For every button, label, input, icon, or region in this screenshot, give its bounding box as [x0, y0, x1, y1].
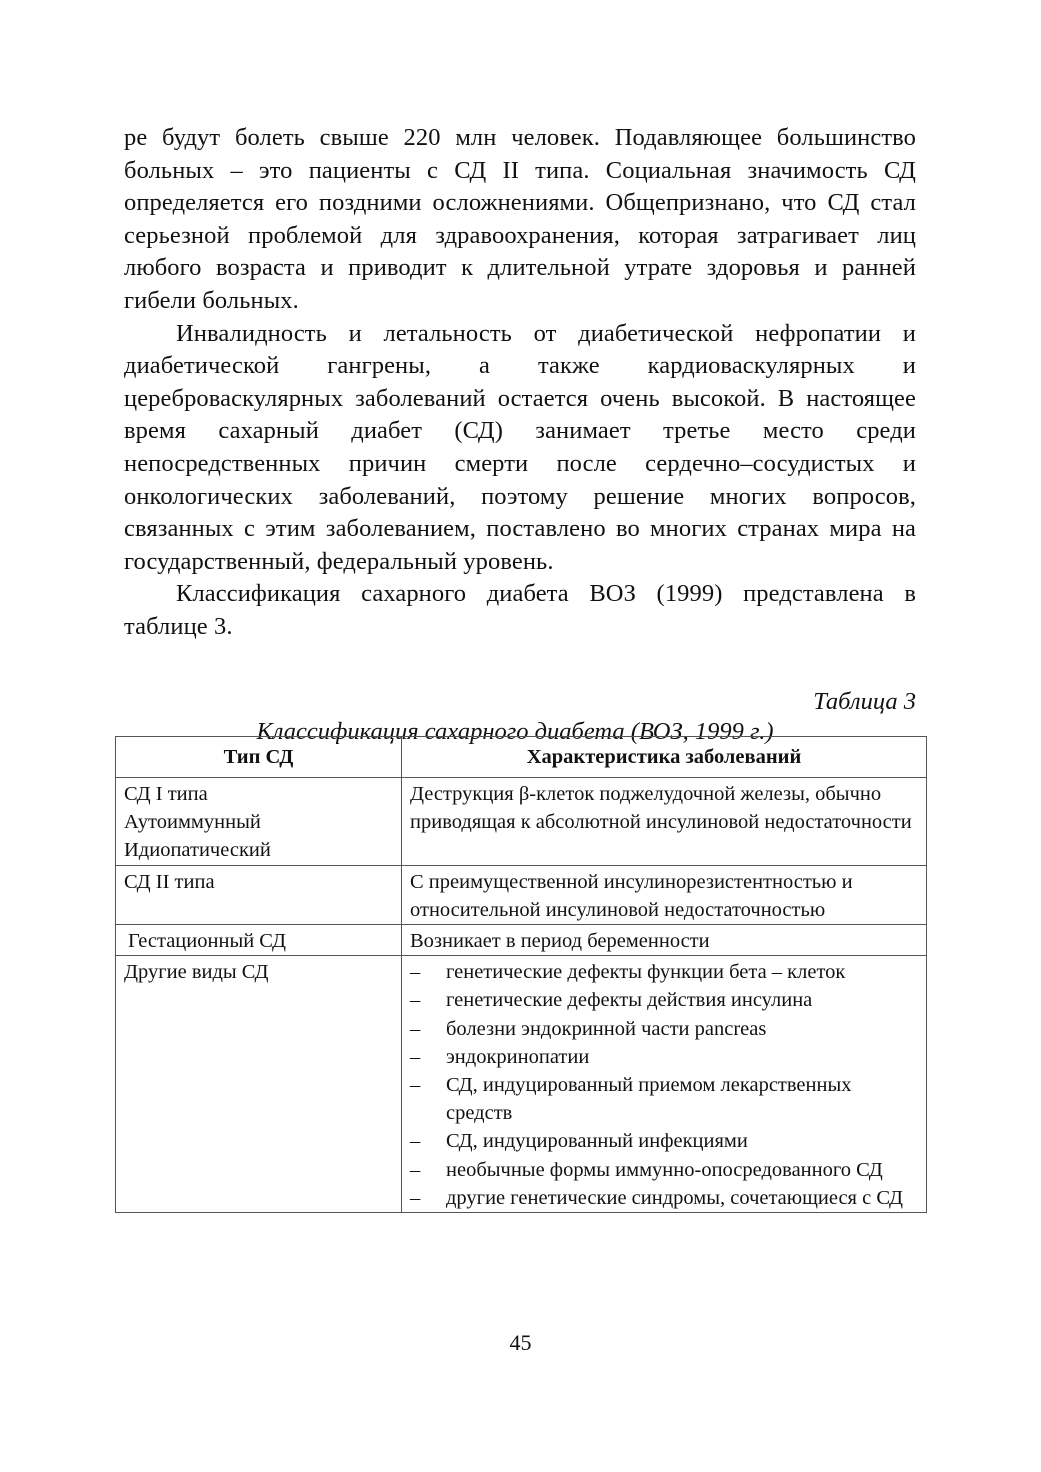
description-cell: Возникает в период беременности [402, 925, 927, 956]
type-cell [116, 956, 402, 1213]
header-characteristics: Характеристика заболеваний [402, 737, 927, 778]
type-cell [116, 778, 402, 866]
list-item: – генетические дефекты функции бета – клеток [410, 958, 918, 986]
page-number: 45 [509, 1330, 532, 1355]
page-body [124, 122, 916, 746]
type-cell [116, 865, 402, 924]
list-item: – СД, индуцированный инфекциями [410, 1127, 918, 1155]
list-item: – генетические дефекты действия инсулина [410, 986, 918, 1014]
table-row [116, 865, 927, 924]
table-title: Классификация сахарного диабета (ВОЗ, 1999 г.) [256, 717, 774, 745]
list-item: – необычные формы иммунно-опосредованного СД [410, 1156, 918, 1184]
list-item: – другие генетические синдромы, сочетающиеся с СД [410, 1184, 918, 1212]
type-line: Другие виды СД [124, 961, 269, 984]
classification-table [115, 736, 927, 1213]
list-item: – эндокринопатии [410, 1043, 918, 1071]
table-row [116, 956, 927, 1213]
type-line: Аутоиммунный [124, 811, 261, 834]
table-row [116, 925, 927, 956]
type-line: СД II типа [124, 870, 215, 893]
description-cell: Деструкция β-клеток поджелудочной железы, обычно приводящая к абсолютной инсулиновой недостаточности [402, 778, 927, 866]
paragraph-2: Инвалидность и летальность от диабетической нефропатии и диабетической гангрены, а также кардиоваскулярных и цереброваскулярных заболеваний остается очень высокой. В настоящее время сахарный диабет (СД) занимает третье место среди непосредственных причин смерти после сердечно–сосудистых и онкологических заболеваний, поэтому решение многих вопросов, связанных с этим заболеванием, поставлено во многих странах мира на государственный, федеральный уровень. [124, 319, 916, 575]
paragraph-1: ре будут болеть свыше 220 млн человек. Подавляющее большинство больных – это пациенты с СД II типа. Социальная значимость СД определяется его поздними осложнениями. Общепризнано, что СД стал серьезной проблемой для здравоохранения, которая затрагивает лиц любого возраста и приводит к длительной утрате здоровья и ранней гибели больных. [124, 124, 916, 314]
type-line: СД I типа [124, 783, 208, 805]
paragraph-3: Классификация сахарного диабета ВОЗ (1999) представлена в таблице 3. [124, 580, 916, 640]
type-line: Идиопатический [124, 839, 271, 862]
list-item: – болезни эндокринной части pancreas [410, 1015, 918, 1043]
other-types-list [410, 958, 918, 1212]
description-cell: С преимущественной инсулинорезистентностью и относительной инсулиновой недостаточностью [402, 865, 927, 924]
table-label: Таблица 3 [813, 687, 916, 715]
description-cell [402, 956, 927, 1213]
type-line: Гестационный СД [128, 930, 286, 953]
list-item: – СД, индуцированный приемом лекарственных средств [410, 1071, 918, 1127]
table-row [116, 778, 927, 866]
header-type: Тип СД [116, 737, 402, 778]
table-header-row [116, 737, 927, 778]
type-cell [116, 925, 402, 956]
